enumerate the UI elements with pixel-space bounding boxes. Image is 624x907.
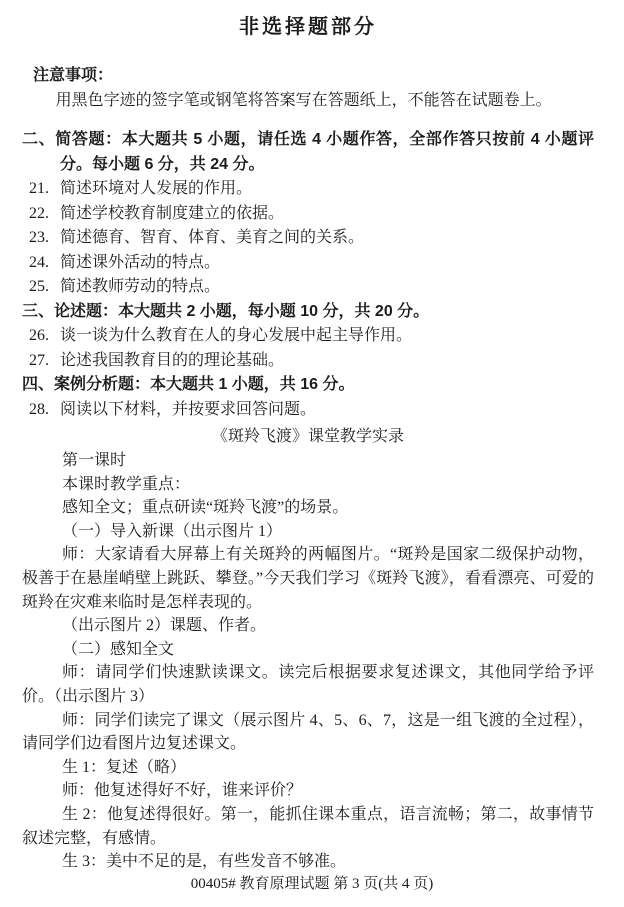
- question-number: 22.: [29, 204, 49, 222]
- material-paragraph: 师：同学们读完了课文（展示图片 4、5、6、7，这是一组飞渡的全过程），请同学们边看图片边复述课文。: [22, 711, 594, 753]
- page-title: 非选择题部分: [239, 16, 377, 38]
- question-number: 26.: [29, 327, 49, 344]
- question-item-23: [22, 226, 594, 251]
- question-item-22: [22, 202, 594, 227]
- material-paragraph: （出示图片 2）课题、作者。: [62, 617, 267, 635]
- question-item-24: [22, 251, 594, 276]
- question-number: 25.: [29, 278, 49, 295]
- question-number: 28.: [29, 400, 49, 418]
- material-paragraph: 感知全文；重点研读“斑羚飞渡”的场景。: [62, 499, 349, 517]
- question-text: 简述德育、智育、体育、美育之间的关系。: [60, 229, 365, 246]
- material-paragraph: （二）感知全文: [62, 640, 175, 658]
- notice-label: 注意事项：: [33, 67, 114, 84]
- question-text: 简述课外活动的特点。: [60, 253, 221, 271]
- section-heading-case-analysis: 四、案例分析题：本大题共 1 小题，共 16 分。: [22, 376, 355, 393]
- notice-block: [22, 63, 594, 113]
- question-number: 23.: [29, 229, 49, 246]
- question-item-26: [22, 324, 594, 349]
- question-number: 21.: [29, 180, 49, 197]
- question-text: 简述学校教育制度建立的依据。: [60, 204, 285, 222]
- question-item-28: [22, 398, 594, 423]
- material-paragraph: 师：请同学们快速默读课文。读完后根据要求复述课文，其他同学给予评价。（出示图片 3）: [22, 664, 594, 705]
- page-footer: 00405# 教育原理试题 第 3 页(共 4 页): [190, 876, 434, 892]
- question-item-25: [22, 275, 594, 300]
- material-paragraph: 生 2：他复述得很好。第一，能抓住课本重点，语言流畅；第二，故事情节叙述完整，有感情。: [22, 805, 594, 847]
- question-text: 谈一谈为什么教育在人的身心发展中起主导作用。: [60, 327, 413, 344]
- material-paragraph: 师：大家请看大屏幕上有关斑羚的两幅图片。“斑羚是国家二级保护动物，极善于在悬崖峭壁上跳跃、攀登。”今天我们学习《斑羚飞渡》，看看漂亮、可爱的斑羚在灾难来临时是怎样表现的。: [22, 546, 594, 611]
- question-text: 论述我国教育目的的理论基础。: [60, 351, 285, 369]
- question-item-21: [22, 177, 594, 202]
- question-number: 27.: [29, 351, 49, 369]
- section-heading-essay: 三、论述题：本大题共 2 小题，每小题 10 分，共 20 分。: [22, 302, 430, 320]
- question-item-27: [22, 349, 594, 374]
- notice-text: 用黑色字迹的签字笔或钢笔将答案写在答题纸上，不能答在试题卷上。: [55, 92, 552, 109]
- section-heading-short-answer: 二、简答题：本大题共 5 小题，请任选 4 小题作答，全部作答只按前 4 小题评分。每小题 6 分，共 24 分。: [22, 131, 594, 173]
- material-paragraph: 师：他复述得好不好，谁来评价？: [62, 782, 303, 800]
- question-text: 简述环境对人发展的作用。: [60, 180, 253, 197]
- material-paragraph: 生 1：复述（略）: [62, 758, 187, 776]
- case-material: [22, 424, 594, 874]
- question-number: 24.: [29, 253, 49, 271]
- question-text: 简述教师劳动的特点。: [60, 278, 221, 295]
- material-paragraph: 生 3：美中不足的是，有些发音不够准。: [62, 853, 347, 871]
- material-paragraph: 本课时教学重点：: [62, 475, 191, 493]
- material-paragraph: 第一课时: [62, 452, 127, 469]
- question-text: 阅读以下材料，并按要求回答问题。: [60, 400, 317, 418]
- material-title: 《斑羚飞渡》课堂教学实录: [211, 428, 404, 445]
- material-paragraph: （一）导入新课（出示图片 1）: [62, 522, 283, 540]
- question-area: [22, 128, 594, 422]
